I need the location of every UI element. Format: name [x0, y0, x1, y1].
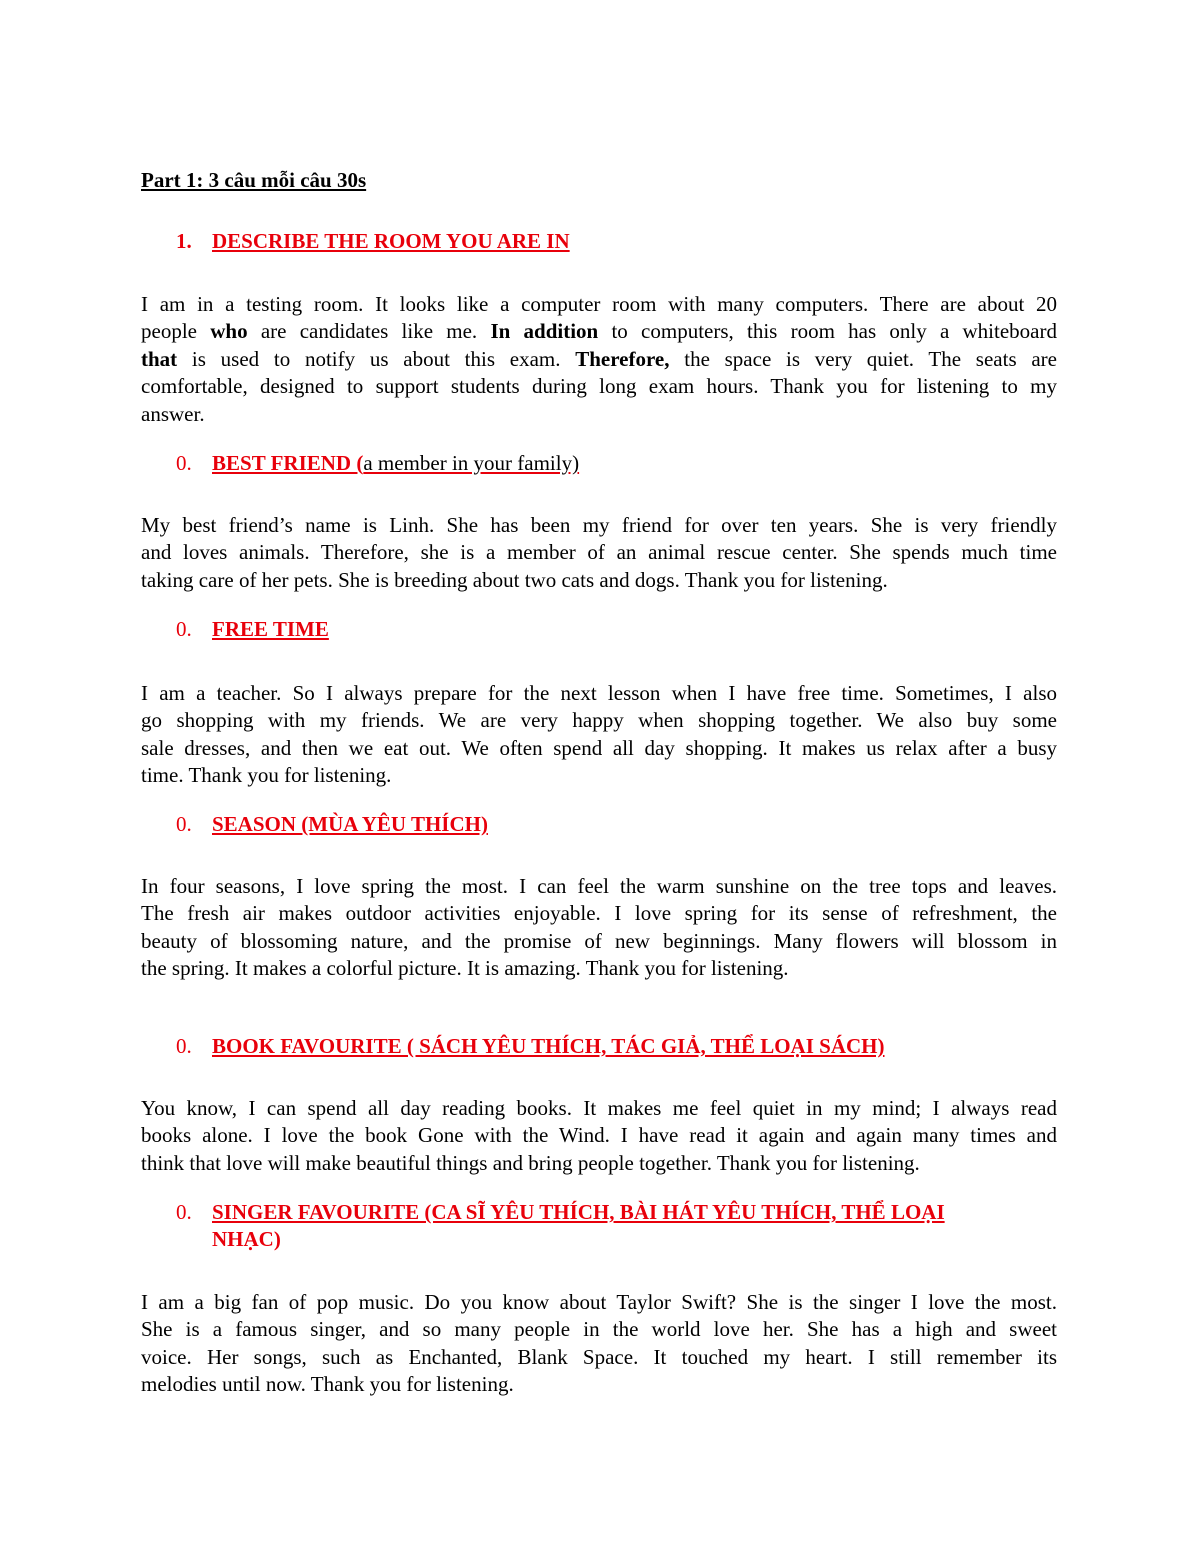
section-title: DESCRIBE THE ROOM YOU ARE IN: [212, 229, 570, 253]
paragraph-line: I am in a testing room. It looks like a computer room with many computers. There are about 20: [141, 292, 1057, 316]
keyword-in-addition: In addition: [490, 319, 599, 344]
text-run: the space is very quiet. The seats are: [669, 346, 1057, 371]
paragraph-line: melodies until now. Thank you for listening.: [141, 1372, 514, 1397]
paragraph-line: She is a famous singer, and so many people in the world love her. She has a high and sweet: [141, 1317, 1057, 1342]
paragraph-room: [141, 291, 1057, 428]
paragraph-line: You know, I can spend all day reading books. It makes me feel quiet in my mind; I always read: [141, 1096, 1057, 1120]
paragraph-line: I am a big fan of pop music. Do you know about Taylor Swift? She is the singer I love the most.: [141, 1290, 1057, 1314]
paragraph-free-time: [141, 680, 1057, 790]
keyword-who: who: [210, 319, 248, 344]
paragraph-line: I am a teacher. So I always prepare for the next lesson when I have free time. Sometimes, I also: [141, 681, 1057, 705]
text-run: are candidates like me.: [247, 319, 491, 344]
paragraph-best-friend: [141, 512, 1057, 594]
section-number: 0.: [176, 1200, 192, 1224]
section-number: 0.: [176, 451, 192, 475]
paragraph-line: In four seasons, I love spring the most. I can feel the warm sunshine on the tree tops and leaves.: [141, 874, 1057, 898]
paragraph-season: [141, 873, 1057, 983]
paragraph-line: answer.: [141, 401, 205, 426]
section-title-line: NHẠC): [212, 1227, 281, 1251]
paragraph-line: think that love will make beautiful things and bring people together. Thank you for listening.: [141, 1150, 920, 1175]
paragraph-line: comfortable, designed to support students during long exam hours. Thank you for listening to my: [141, 374, 1057, 399]
paragraph-line: My best friend’s name is Linh. She has been my friend for over ten years. She is very friendly: [141, 513, 1057, 537]
paragraph-line: The fresh air makes outdoor activities enjoyable. I love spring for its sense of refreshment, the: [141, 901, 1057, 926]
section-title-sub: a member in your family): [363, 451, 580, 475]
text-run: people: [141, 319, 211, 344]
section-title: BOOK FAVOURITE ( SÁCH YÊU THÍCH, TÁC GIẢ, THỂ LOẠI SÁCH): [212, 1034, 885, 1058]
paragraph-line: and loves animals. Therefore, she is a member of an animal rescue center. She spends much time: [141, 540, 1057, 565]
section-title: [212, 450, 1060, 477]
section-title-line: SINGER FAVOURITE (CA SĨ YÊU THÍCH, BÀI HÁT YÊU THÍCH, THỂ LOẠI: [212, 1200, 945, 1224]
paragraph-line: time. Thank you for listening.: [141, 763, 392, 788]
section-title: [212, 1199, 1060, 1253]
keyword-therefore: Therefore,: [575, 346, 670, 371]
paragraph-line: the spring. It makes a colorful picture. It is amazing. Thank you for listening.: [141, 956, 789, 981]
paragraph-line: [141, 346, 1057, 373]
section-number: 0.: [176, 617, 192, 641]
section-title: FREE TIME: [212, 617, 329, 641]
section-number: 0.: [176, 1034, 192, 1058]
paragraph-singer: [141, 1289, 1057, 1399]
paragraph-line: go shopping with my friends. We are very happy when shopping together. We also buy some: [141, 708, 1057, 733]
paragraph-line: taking care of her pets. She is breeding about two cats and dogs. Thank you for listening.: [141, 567, 888, 592]
section-title: SEASON (MÙA YÊU THÍCH): [212, 812, 488, 836]
keyword-that: that: [141, 346, 178, 371]
section-number: 1.: [176, 229, 192, 253]
paragraph-line: voice. Her songs, such as Enchanted, Blank Space. It touched my heart. I still remember its: [141, 1344, 1057, 1369]
paragraph-line: books alone. I love the book Gone with the Wind. I have read it again and again many times and: [141, 1123, 1057, 1148]
text-run: is used to notify us about this exam.: [177, 346, 576, 371]
section-title-main: BEST FRIEND (: [212, 451, 364, 475]
paragraph-line: sale dresses, and then we eat out. We often spend all day shopping. It makes us relax after a busy: [141, 735, 1057, 760]
paragraph-line: [141, 318, 1057, 345]
text-run: to computers, this room has only a whiteboard: [598, 319, 1057, 344]
paragraph-line: beauty of blossoming nature, and the promise of new beginnings. Many flowers will blossom in: [141, 928, 1057, 953]
document-title: Part 1: 3 câu mỗi câu 30s: [141, 168, 367, 192]
paragraph-book: [141, 1095, 1057, 1177]
section-number: 0.: [176, 812, 192, 836]
